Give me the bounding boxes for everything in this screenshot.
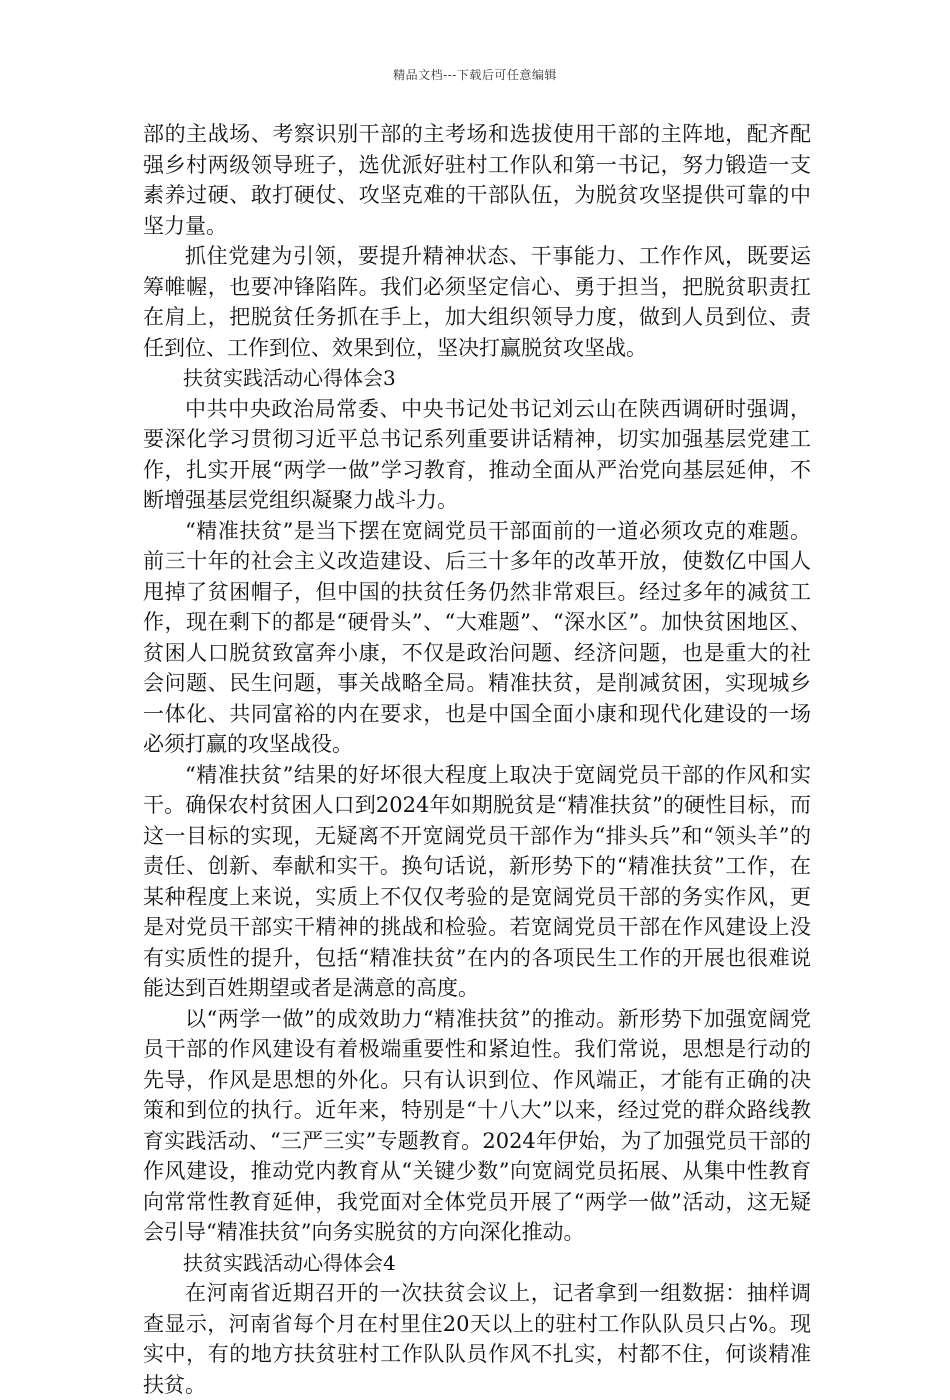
paragraph: 在河南省近期召开的一次扶贫会议上，记者拿到一组数据：抽样调查显示，河南省每个月在村里住20天以上的驻村工作队队员只占%。现实中，有的地方扶贫驻村工作队队员作风不扎实，村都不住，何谈精准扶贫。 [143, 1281, 811, 1397]
paragraph: “精准扶贫”是当下摆在宽阔党员干部面前的一道必须攻克的难题。前三十年的社会主义改造建设、后三十多年的改革开放，使数亿中国人甩掉了贫困帽子，但中国的扶贫任务仍然非常艰巨。经过多年的减贫工作，现在剩下的都是“硬骨头”、“大难题”、“深水区”。加快贫困地区、贫困人口脱贫致富奔小康，不仅是政治问题、经济问题，也是重大的社会问题、民生问题，事关战略全局。精准扶贫，是削减贫困，实现城乡一体化、共同富裕的内在要求，也是中国全面小康和现代化建设的一场必须打赢的攻坚战役。 [143, 518, 811, 756]
paragraph: 中共中央政治局常委、中央书记处书记刘云山在陕西调研时强调，要深化学习贯彻习近平总书记系列重要讲话精神，切实加强基层党建工作，扎实开展“两学一做”学习教育，推动全面从严治党向基层延伸，不断增强基层党组织凝聚力战斗力。 [143, 396, 811, 512]
page-header: 精品文档---下载后可任意编辑 [393, 68, 557, 82]
paragraph: 抓住党建为引领，要提升精神状态、干事能力、工作作风，既要运筹帷幄，也要冲锋陷阵。我们必须坚定信心、勇于担当，把脱贫职责扛在肩上，把脱贫任务抓在手上，加大组织领导力度，做到人员到位、责任到位、工作到位、效果到位，坚决打赢脱贫攻坚战。 [143, 244, 811, 360]
document-body [143, 119, 811, 1400]
section-title: 扶贫实践活动心得体会3 [183, 366, 396, 390]
paragraph: “精准扶贫”结果的好坏很大程度上取决于宽阔党员干部的作风和实干。确保农村贫困人口到2024年如期脱贫是“精准扶贫”的硬性目标，而这一目标的实现，无疑离不开宽阔党员干部作为“排头兵”和“领头羊”的责任、创新、奉献和实干。换句话说，新形势下的“精准扶贫”工作，在某种程度上来说，实质上不仅仅考验的是宽阔党员干部的务实作风，更是对党员干部实干精神的挑战和检验。若宽阔党员干部在作风建设上没有实质性的提升，包括“精准扶贫”在内的各项民生工作的开展也很难说能达到百姓期望或者是满意的高度。 [143, 762, 811, 1000]
paragraph: 部的主战场、考察识别干部的主考场和选拔使用干部的主阵地，配齐配强乡村两级领导班子，选优派好驻村工作队和第一书记，努力锻造一支素养过硬、敢打硬仗、攻坚克难的干部队伍，为脱贫攻坚提供可靠的中坚力量。 [143, 122, 811, 238]
section-title: 扶贫实践活动心得体会4 [183, 1250, 396, 1275]
paragraph: 以“两学一做”的成效助力“精准扶贫”的推动。新形势下加强宽阔党员干部的作风建设有着极端重要性和紧迫性。我们常说，思想是行动的先导，作风是思想的外化。只有认识到位、作风端正，才能有正确的决策和到位的执行。近年来，特别是“十八大”以来，经过党的群众路线教育实践活动、“三严三实”专题教育。2024年伊始，为了加强党员干部的作风建设，推动党内教育从“关键少数”向宽阔党员拓展、从集中性教育向常常性教育延伸，我党面对全体党员开展了“两学一做”活动，这无疑会引导“精准扶贫”向务实脱贫的方向深化推动。 [143, 1006, 811, 1244]
